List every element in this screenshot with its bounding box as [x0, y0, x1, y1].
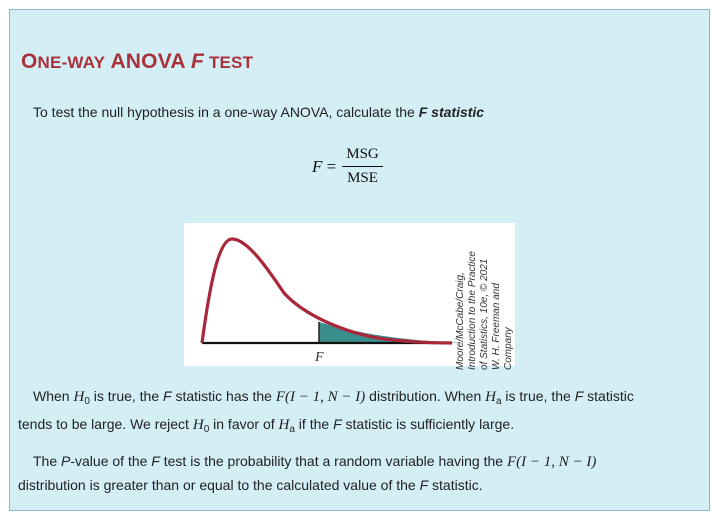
credit-line-2: Introduction to the Practice: [467, 251, 478, 370]
fraction: [342, 146, 383, 187]
null-alternative-paragraph: [18, 385, 688, 441]
f-statistic-term: F statistic: [418, 104, 485, 120]
para2-line2: distribution is greater than or equal to the calculated value of the F statistic.: [18, 477, 483, 493]
credit-line-4: W. H. Freeman and: [491, 283, 502, 370]
intro-text: To test the null hypothesis in a one-way ANOVA, calculate the F statistic: [33, 104, 485, 120]
credit-line-3: of Statistics, 10e, © 2021: [479, 258, 490, 370]
figure-credit: [438, 232, 568, 372]
para2-line1: The P-value of the F test is the probability that a random variable having the F(I − 1, N − I): [33, 453, 597, 470]
axis-label-f: F: [315, 350, 324, 365]
para1-line2: tends to be large. We reject $H_0$ in favor of $H_a$ if the F statistic is sufficiently large.: [18, 416, 515, 435]
f-formula: F = $\frac{\text{MSG}}{\text{MSE}}$: [312, 146, 383, 187]
p-value-paragraph: [18, 450, 688, 497]
credit-line-5: Company: [503, 327, 514, 370]
para1-line1: When $H_0$ is true, the F statistic has the F(I − 1, N − I) distribution. When $H_a$ is true, the F statistic: [33, 388, 634, 407]
denominator: MSE: [347, 170, 378, 186]
credit-line-1: Moore/McCabe/Craig,: [455, 272, 466, 370]
box-title: ONE-WAY ANOVA F TEST: [21, 50, 254, 73]
numerator: MSG: [342, 146, 383, 167]
